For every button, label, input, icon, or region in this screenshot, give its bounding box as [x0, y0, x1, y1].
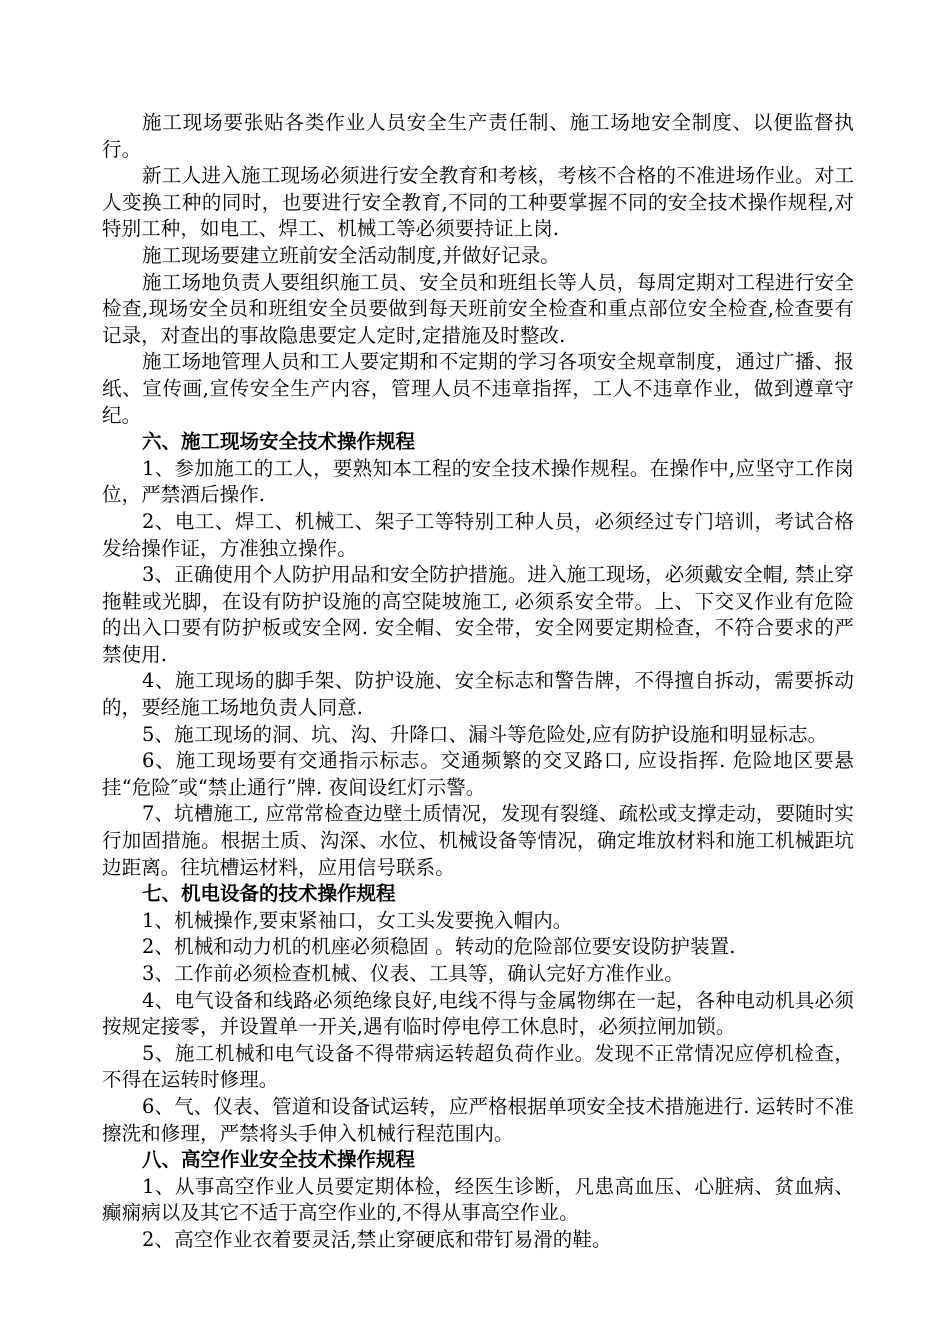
paragraph-new-worker-training: 新工人进入施工现场必须进行安全教育和考核，考核不合格的不准进场作业。对工人变换工种的同时，也要进行安全教育,不同的工种要掌握不同的安全技术操作规程,对特别工种，如电工、焊工、机械工等必须要持证上岗.: [102, 164, 854, 241]
list-item-7-3: 3、工作前必须检查机械、仪表、工具等，确认完好方准作业。: [142, 962, 684, 985]
list-item-8-1: 1、从事高空作业人员要定期体检，经医生诊断，凡患高血压、心脏病、贫血病、癫痫病以及其它不适于高空作业的,不得从事高空作业。: [102, 1174, 854, 1225]
paragraph-bulletin-board: 施工现场要张贴各类作业人员安全生产责任制、施工场地安全制度、以便监督执行。: [102, 111, 854, 161]
list-item-7-5: 5、施工机械和电气设备不得带病运转超负荷作业。发现不正常情况应停机检查，不得在运转时修理。: [102, 1041, 854, 1092]
list-item-6-7: 7、坑槽施工, 应常常检查边壁土质情况，发现有裂缝、疏松或支撑走动，要随时实行加固措施。根据土质、沟深、水位、机械设备等情况，确定堆放材料和施工机械距坑边距离。往坑槽运材料，应用信号联系。: [102, 802, 854, 879]
section-heading-7: 七、机电设备的技术操作规程: [142, 882, 396, 906]
section-heading-8: 八、高空作业安全技术操作规程: [142, 1148, 416, 1172]
list-item-7-6: 6、气、仪表、管道和设备试运转，应严格根据单项安全技术措施进行. 运转时不准擦洗和修理，严禁将头手伸入机械行程范围内。: [102, 1094, 854, 1145]
list-item-6-2: 2、电工、焊工、机械工、架子工等特别工种人员，必须经过专门培训，考试合格发给操作证，方准独立操作。: [102, 509, 854, 560]
list-item-7-1: 1、机械操作,要束紧袖口，女工头发要挽入帽内。: [142, 908, 573, 932]
section-heading-6: 六、施工现场安全技术操作规程: [142, 430, 416, 454]
paragraph-weekly-inspection: 施工场地负责人要组织施工员、安全员和班组长等人员，每周定期对工程进行安全检查,现场安全员和班组安全员要做到每天班前安全检查和重点部位安全检查,检查要有记录，对查出的事故隐患要定人定时,定措施及时整改.: [102, 270, 854, 347]
list-item-6-5: 5、施工现场的洞、坑、沟、升降口、漏斗等危险处,应有防护设施和明显标志。: [142, 722, 828, 746]
list-item-6-4: 4、施工现场的脚手架、防护设施、安全标志和警告牌，不得擅自拆动，需要拆动的，要经施工场地负责人同意.: [102, 669, 854, 720]
paragraph-rules-study: 施工场地管理人员和工人要定期和不定期的学习各项安全规章制度，通过广播、报纸、宣传画,宣传安全生产内容，管理人员不违章指挥，工人不违章作业，做到遵章守纪。: [102, 350, 854, 427]
paragraph-pre-shift-activity: 施工现场要建立班前安全活动制度,并做好记录。: [142, 243, 560, 267]
list-item-6-6: 6、施工现场要有交通指示标志。交通频繁的交叉路口, 应设指挥. 危险地区要悬挂“危险″或“禁止通行”牌. 夜间设红灯示警。: [102, 749, 854, 799]
list-item-8-2: 2、高空作业衣着要灵活,禁止穿硬底和带钉易滑的鞋。: [142, 1227, 612, 1251]
list-item-6-1: 1、参加施工的工人，要熟知本工程的安全技术操作规程。在操作中,应坚守工作岗位，严禁酒后操作.: [102, 456, 854, 507]
list-item-7-4: 4、电气设备和线路必须绝缘良好,电线不得与金属物绑在一起，各种电动机具必须按规定接零，并设置单一开关,遇有临时停电停工休息时，必须拉闸加锁。: [102, 988, 854, 1039]
list-item-7-2: 2、机械和动力机的机座必须稳固 。转动的危险部位要安设防护装置.: [142, 935, 736, 959]
list-item-6-3: 3、正确使用个人防护用品和安全防护措施。进入施工现场，必须戴安全帽, 禁止穿拖鞋或光脚，在设有防护设施的高空陡坡施工, 必须系安全带。上、下交叉作业有危险的出入口要有防护板或安全网. 安全帽、安全带，安全网要定期检查，不符合要求的严禁使用.: [102, 563, 854, 666]
